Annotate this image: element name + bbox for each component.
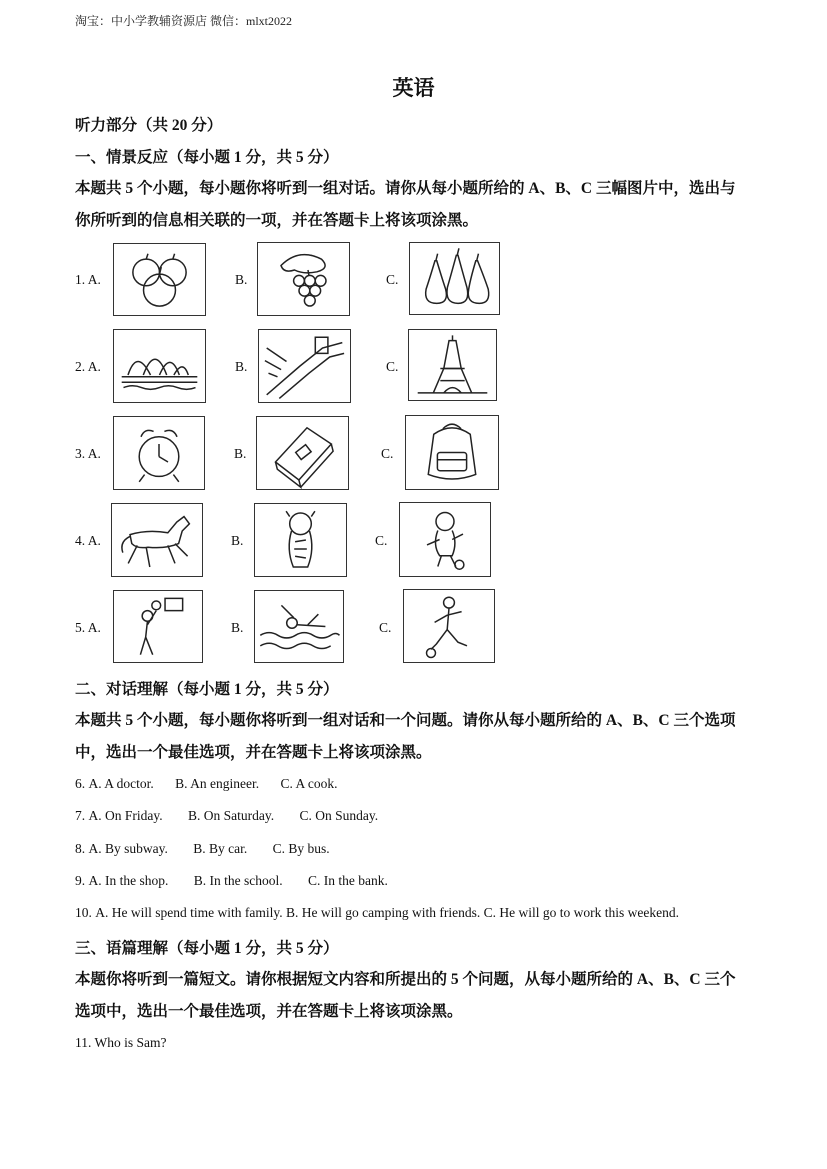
q5-option-a-picture bbox=[113, 590, 203, 663]
q5-option-b-label: B. bbox=[231, 620, 244, 635]
alarm-clock-icon bbox=[114, 417, 204, 489]
q2-label: 2. A. bbox=[75, 359, 101, 374]
q5-label: 5. A. bbox=[75, 620, 101, 635]
q3-option-b-picture bbox=[256, 416, 349, 490]
q2-option-a-picture bbox=[113, 329, 206, 403]
q6-option-b: B. An engineer. bbox=[175, 776, 260, 791]
q4-option-a-picture bbox=[111, 503, 203, 577]
pears-icon bbox=[410, 243, 499, 314]
apples-icon bbox=[114, 244, 205, 315]
great-wall-icon bbox=[259, 330, 350, 402]
q7-number: 7. bbox=[75, 808, 86, 823]
q4-option-b-picture bbox=[254, 503, 347, 577]
q4-label: 4. A. bbox=[75, 533, 101, 548]
part3-instruction: 本题你将听到一篇短文。请你根据短文内容和所提出的 5 个问题，从每小题所给的 A、B、C 三个选项中，选出一个最佳选项，并在答题卡上将该项涂黑。 bbox=[75, 971, 736, 1020]
eiffel-tower-icon bbox=[409, 330, 496, 400]
horse-icon bbox=[112, 504, 202, 576]
header-watermark: 淘宝：中小学教辅资源店 微信：mlxt2022 bbox=[75, 14, 293, 28]
question-8 bbox=[75, 841, 330, 857]
q10-option-c: C. He will go to work this weekend. bbox=[483, 905, 679, 920]
q10-option-a: A. He will spend time with family. bbox=[95, 905, 283, 920]
q3-option-c-label: C. bbox=[381, 446, 394, 461]
q4-option-c-picture bbox=[399, 502, 491, 577]
q4-option-c-label: C. bbox=[375, 533, 388, 548]
opera-house-icon bbox=[114, 330, 205, 402]
q8-number: 8. bbox=[75, 841, 86, 856]
part2-instruction: 本题共 5 个小题，每小题你将听到一组对话和一个问题。请你从每小题所给的 A、B、C 三个选项中，选出一个最佳选项，并在答题卡上将该项涂黑。 bbox=[75, 712, 736, 761]
page-title: 英语 bbox=[392, 76, 435, 100]
q3-option-b-label: B. bbox=[234, 446, 247, 461]
question-6 bbox=[75, 776, 338, 792]
part1-instruction: 本题共 5 个小题，每小题你将听到一组对话。请你从每小题所给的 A、B、C 三幅图片中，选出与你所听到的信息相关联的一项，并在答题卡上将该项涂黑。 bbox=[75, 180, 736, 229]
q6-option-c: C. A cook. bbox=[280, 776, 338, 791]
q1-option-c-picture bbox=[409, 242, 500, 315]
q7-option-a: A. On Friday. bbox=[88, 808, 163, 823]
part3-heading: 三、语篇理解（每小题 1 分，共 5 分） bbox=[75, 940, 339, 957]
listening-section-header: 听力部分（共 20 分） bbox=[75, 117, 223, 134]
q3-label: 3. A. bbox=[75, 446, 101, 461]
basketball-player-icon bbox=[114, 591, 202, 662]
question-10 bbox=[75, 905, 679, 921]
q1-option-c-label: C. bbox=[386, 272, 399, 287]
q6-number: 6. bbox=[75, 776, 86, 791]
q7-option-b: B. On Saturday. bbox=[188, 808, 275, 823]
q7-option-c: C. On Sunday. bbox=[299, 808, 379, 823]
q1-option-b-label: B. bbox=[235, 272, 248, 287]
part2-heading: 二、对话理解（每小题 1 分，共 5 分） bbox=[75, 681, 339, 698]
question-11: 11. Who is Sam? bbox=[75, 1035, 167, 1050]
q10-option-b: B. He will go camping with friends. bbox=[285, 905, 481, 920]
q5-option-b-picture bbox=[254, 590, 344, 663]
q5-option-c-label: C. bbox=[379, 620, 392, 635]
q3-option-c-picture bbox=[405, 415, 499, 490]
q8-option-a: A. By subway. bbox=[88, 841, 168, 856]
part1-heading: 一、情景反应（每小题 1 分，共 5 分） bbox=[75, 149, 339, 166]
q3-option-a-picture bbox=[113, 416, 205, 490]
q2-option-c-picture bbox=[408, 329, 497, 401]
q9-option-b: B. In the school. bbox=[193, 873, 283, 888]
book-icon bbox=[257, 417, 348, 489]
q9-option-a: A. In the shop. bbox=[88, 873, 169, 888]
swimmer-icon bbox=[255, 591, 343, 662]
q9-option-c: C. In the bank. bbox=[308, 873, 388, 888]
q2-option-b-label: B. bbox=[235, 359, 248, 374]
q4-option-b-label: B. bbox=[231, 533, 244, 548]
q1-option-b-picture bbox=[257, 242, 350, 316]
soccer-player-icon bbox=[404, 590, 494, 662]
grapes-icon bbox=[258, 243, 349, 315]
tiger-icon bbox=[255, 504, 346, 576]
q8-option-c: C. By bus. bbox=[272, 841, 330, 856]
question-9 bbox=[75, 873, 388, 889]
q9-number: 9. bbox=[75, 873, 86, 888]
q1-label: 1. A. bbox=[75, 272, 101, 287]
q1-option-a-picture bbox=[113, 243, 206, 316]
q6-option-a: A. A doctor. bbox=[88, 776, 154, 791]
q8-option-b: B. By car. bbox=[193, 841, 248, 856]
monkey-icon bbox=[400, 503, 490, 576]
q2-option-b-picture bbox=[258, 329, 351, 403]
q5-option-c-picture bbox=[403, 589, 495, 663]
q2-option-c-label: C. bbox=[386, 359, 399, 374]
q10-number: 10. bbox=[75, 905, 92, 920]
backpack-icon bbox=[406, 416, 498, 489]
question-7 bbox=[75, 808, 378, 824]
